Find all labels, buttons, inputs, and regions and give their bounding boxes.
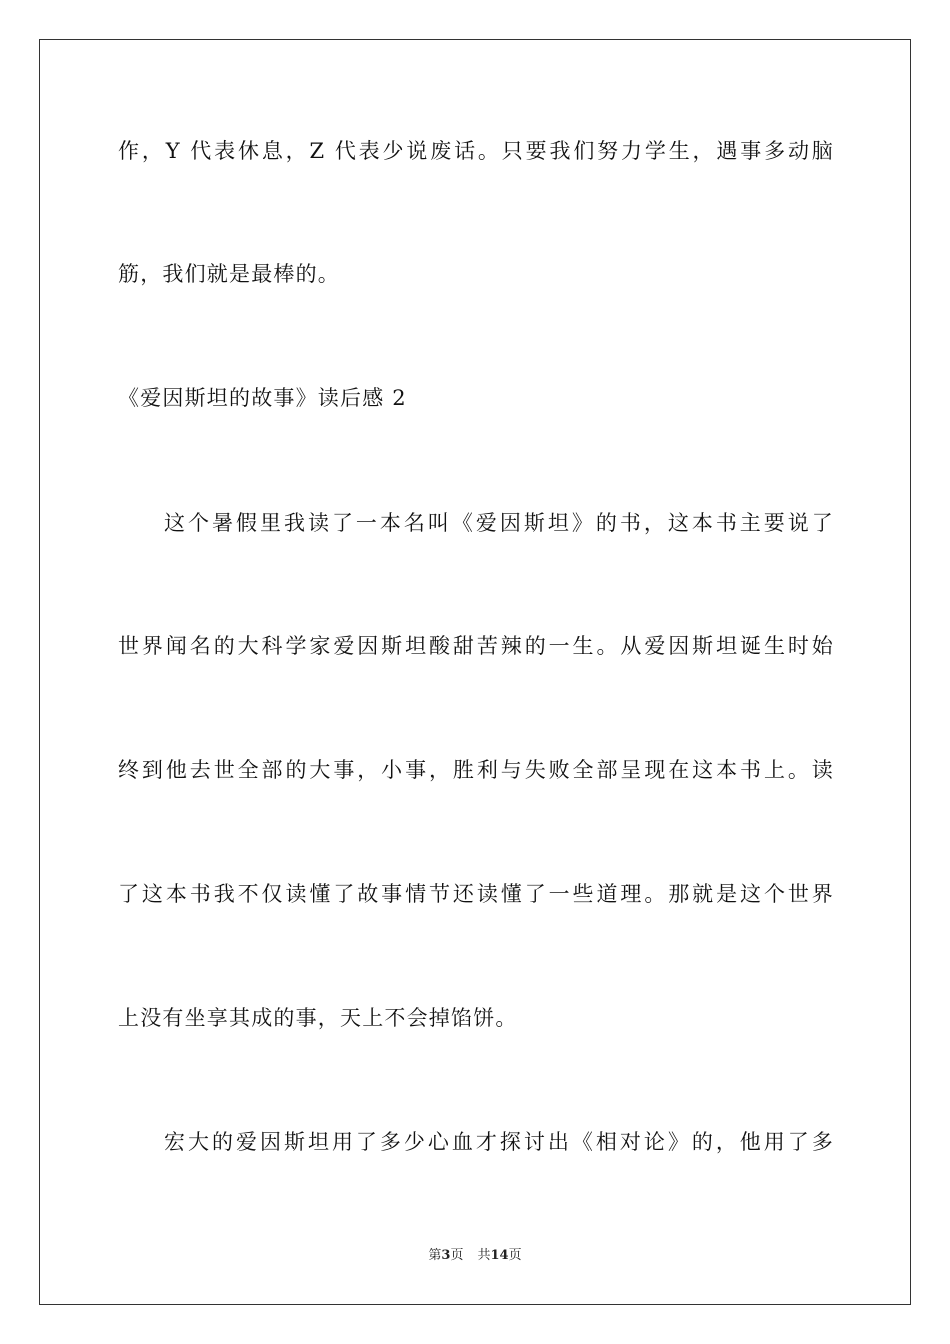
paragraph-line: 作，Y 代表休息，Z 代表少说废话。只要我们努力学生，遇事多动脑 bbox=[118, 139, 834, 163]
paragraph-line: 终到他去世全部的大事，小事，胜利与失败全部呈现在这本书上。读 bbox=[118, 758, 834, 782]
page-label-suffix: 页 bbox=[450, 1248, 464, 1263]
current-page-number: 3 bbox=[441, 1248, 451, 1263]
paragraph-line: 宏大的爱因斯坦用了多少心血才探讨出《相对论》的，他用了多 bbox=[164, 1130, 834, 1154]
paragraph-line: 世界闻名的大科学家爱因斯坦酸甜苦辣的一生。从爱因斯坦诞生时始 bbox=[118, 634, 834, 658]
page-label-prefix: 第 bbox=[428, 1248, 442, 1263]
total-label-suffix: 页 bbox=[508, 1248, 522, 1263]
section-heading: 《爱因斯坦的故事》读后感 2 bbox=[118, 386, 407, 410]
paragraph-line: 上没有坐享其成的事，天上不会掉馅饼。 bbox=[118, 1006, 518, 1030]
page-footer bbox=[0, 1247, 950, 1265]
page-border bbox=[39, 39, 911, 1305]
paragraph-line: 这个暑假里我读了一本名叫《爱因斯坦》的书，这本书主要说了 bbox=[164, 511, 834, 535]
total-page-number: 14 bbox=[490, 1248, 509, 1263]
paragraph-line: 筋，我们就是最棒的。 bbox=[118, 262, 340, 286]
total-label-prefix: 共 bbox=[477, 1248, 491, 1263]
paragraph-line: 了这本书我不仅读懂了故事情节还读懂了一些道理。那就是这个世界 bbox=[118, 882, 834, 906]
